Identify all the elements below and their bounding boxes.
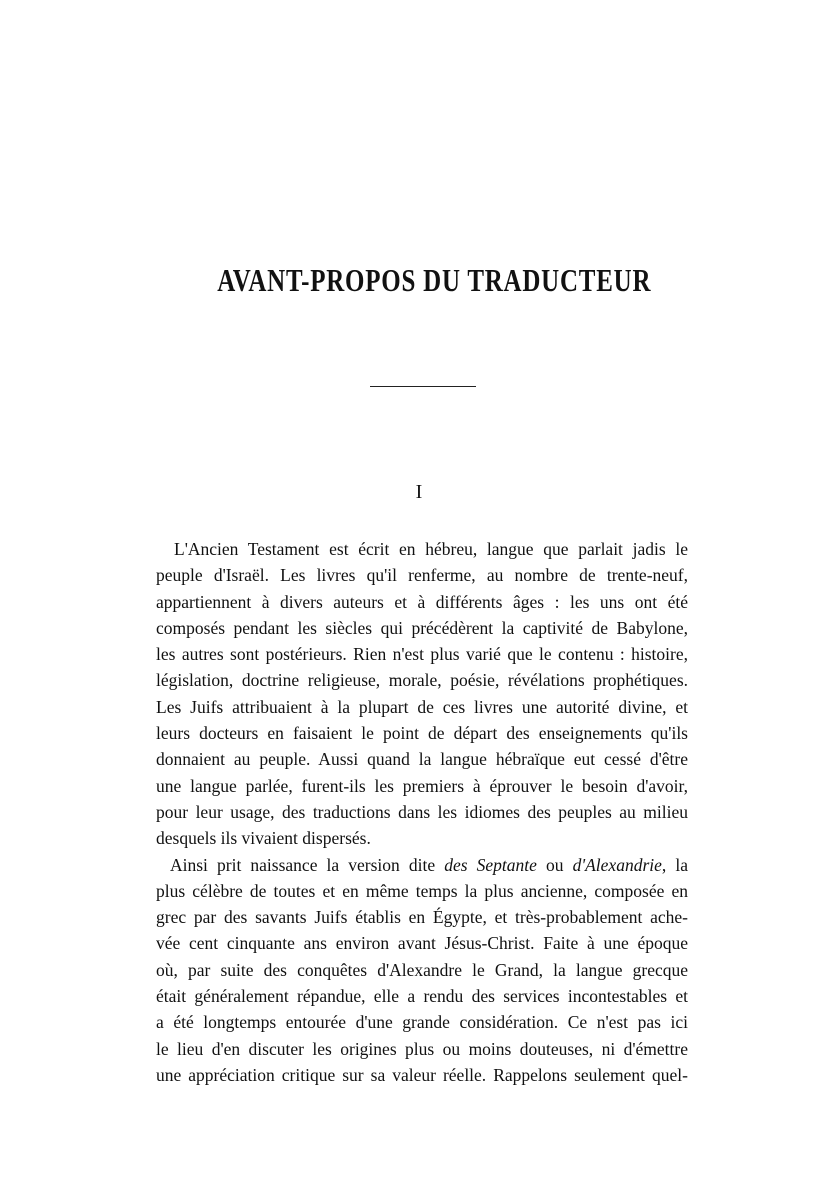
paragraph-1-line: pour leur usage, des traductions dans les idiomes des peuples au milieu: [156, 801, 688, 822]
paragraph-1-line: composés pendant les siècles qui précédèrent la captivité de Babylone,: [156, 617, 688, 638]
paragraph-2-text: Ainsi prit naissance la version dite: [170, 854, 445, 875]
paragraph-2-line: vée cent cinquante ans environ avant Jésus-Christ. Faite à une époque: [156, 933, 688, 954]
paragraph-1-line: L'Ancien Testament est écrit en hébreu, langue que parlait jadis le: [174, 539, 688, 559]
paragraph-2-line: où, par suite des conquêtes d'Alexandre le Grand, la langue grecque: [156, 959, 688, 980]
paragraph-1-line: législation, doctrine religieuse, morale, poésie, révélations prophétiques.: [156, 670, 688, 691]
paragraph-2-first-line: [156, 852, 688, 878]
paragraph-2-line: était généralement répandue, elle a rendu des services incontestables et: [156, 986, 688, 1007]
italic-term-alexandrie: d'Alexandrie: [572, 854, 662, 875]
paragraph-1-line: Les Juifs attribuaient à la plupart de ces livres une autorité divine, et: [156, 696, 688, 717]
body-text: [156, 536, 688, 1088]
paragraph-2-text: ou: [536, 854, 573, 875]
paragraph-2-line: le lieu d'en discuter les origines plus ou moins douteuses, ni d'émettre: [156, 1038, 688, 1059]
paragraph-1-line: donnaient au peuple. Aussi quand la langue hébraïque eut cessé d'être: [156, 749, 688, 770]
paragraph-1-line: appartiennent à divers auteurs et à différents âges : les uns ont été: [156, 591, 688, 612]
paragraph-2-line: grec par des savants Juifs établis en Égypte, et très-probablement ache-: [156, 907, 688, 928]
paragraph-1-line: desquels ils vivaient dispersés.: [156, 828, 371, 849]
italic-term-septante: des Septante: [444, 854, 537, 875]
paragraph-1-line: leurs docteurs en faisaient le point de départ des enseignements qu'ils: [156, 723, 688, 744]
title-divider: [370, 386, 476, 387]
paragraph-2-line: une appréciation critique sur sa valeur réelle. Rappelons seulement quel-: [156, 1064, 688, 1085]
paragraph-2-line: plus célèbre de toutes et en même temps la plus ancienne, composée en: [156, 880, 688, 901]
paragraph-1-line: peuple d'Israël. Les livres qu'il renferme, au nombre de trente-neuf,: [156, 565, 688, 586]
paragraph-2-line: a été longtemps entourée d'une grande considération. Ce n'est pas ici: [156, 1012, 688, 1033]
section-number: I: [415, 481, 423, 503]
paragraph-1-line: les autres sont postérieurs. Rien n'est plus varié que le contenu : histoire,: [156, 644, 688, 665]
paragraph-2-text: , la: [661, 854, 688, 875]
paragraph-1-line: une langue parlée, furent-ils les premiers à éprouver le besoin d'avoir,: [156, 775, 688, 796]
page-title: AVANT-PROPOS DU TRADUCTEUR: [217, 262, 652, 298]
